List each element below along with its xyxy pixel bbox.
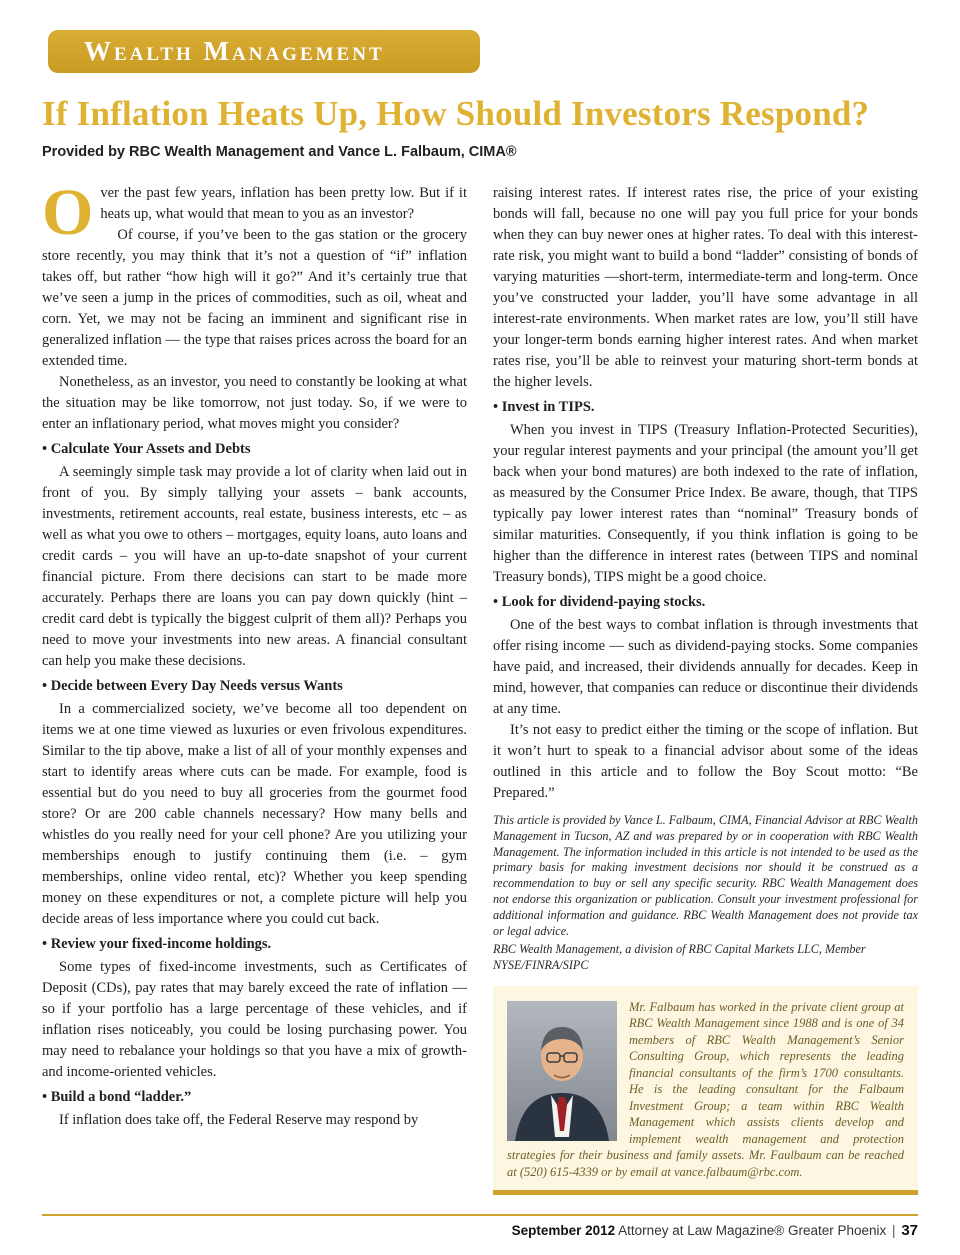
paragraph: If inflation does take off, the Federal Reserve may respond by xyxy=(59,1112,419,1128)
paragraph: A seemingly simple task may provide a lot of clarity when laid out in front of you. By simply tallying your assets – bank accounts, investments, retirement accounts, real estate, business interests, etc – as well as what you owe to others – mortgages, equity loans, auto loans and credit cards – you will have an up-to-date snapshot of your current financial picture. From there decisions can start to be made more accurately. Perhaps there are loans you can pay down quickly (hint – credit card debt is typically the biggest culprit of them all)? Perhaps you need to move your investments into new areas. A financial consultant can help you make these decisions. xyxy=(42,464,467,669)
article-title: If Inflation Heats Up, How Should Investors Respond? xyxy=(42,94,870,133)
paragraph: One of the best ways to combat inflation is through investments that offer rising income — such as dividend-paying stocks. Some companies have paid, and increased, their dividends annually for decades. Keep in mind, however, that companies can reduce or discontinue their dividends at any time. xyxy=(493,617,918,717)
footer-rule xyxy=(42,1214,918,1216)
paragraph: In a commercialized society, we’ve become all too dependent on items we at one time viewed as luxuries or even frivolous expenditures. Similar to the tip above, make a list of all of your monthly expenses and start to identify areas where cuts can be made. For example, food is essential but do you need to buy all groceries from the gourmet food store? Or are 200 cable channels necessary? How many bells and whistles do you really need for your cell phone? Are you utilizing your memberships enough to justify continuing them (i.e. – gym memberships, online video rental, etc)? Whether you keep spending money on these expenditures or not, a complete picture will help you decide areas of less importance where you could cut back. xyxy=(42,701,467,927)
footer-page-number: 37 xyxy=(901,1222,918,1239)
footer-magazine-name: Attorney at Law Magazine® Greater Phoenix xyxy=(618,1223,887,1238)
paragraph: When you invest in TIPS (Treasury Inflation-Protected Securities), your regular interest payments and your principal (the amount you’ll get back when your bond matures) are both indexed to the rate of inflation, as measured by the Consumer Price Index. Be aware, though, that TIPS typically pay lower interest rates than “nominal” Treasury bonds of similar maturities. Consequently, if you think inflation is going to be higher than the difference in interest rates (between TIPS and nominal Treasury bonds), TIPS might be a good choice. xyxy=(493,422,918,585)
author-bio-text: Mr. Falbaum has worked in the private client group at RBC Wealth Management since 1988 and is one of 34 members of RBC Wealth Management’s Senior Consulting Group, which represents the leading financial consultants of the firm’s 1700 consultants. He is the leading consultant for the Falbaum Investment Group; a team within RBC Wealth Management which assists clients develop and implement wealth management and protection strategies for their business and family assets. Mr. Faulbaum can be reached at (520) 615-4339 or by email at vance.falbaum@rbc.com. xyxy=(507,999,904,1179)
drop-cap: O xyxy=(42,176,94,249)
bullet-heading-bond-ladder: • Build a bond “ladder.” xyxy=(42,1089,192,1105)
paragraph: Nonetheless, as an investor, you need to constantly be looking at what the situation may be like tomorrow, not just today. So, if we were to enter an inflationary period, what moves might you consider? xyxy=(42,374,467,432)
article-byline: Provided by RBC Wealth Management and Vance L. Falbaum, CIMA® xyxy=(42,144,517,160)
bullet-heading-dividend-stocks: • Look for dividend-paying stocks. xyxy=(493,594,706,610)
footer xyxy=(42,1222,918,1239)
paragraph: Some types of fixed-income investments, such as Certificates of Deposit (CDs), pay rates that may barely exceed the rate of inflation — so if your portfolio has a large percentage of these vehicles, and if inflation rises noticeably, you could be losing purchasing power. You may need to rebalance your holdings so that you have a mix of growth- and income-oriented vehicles. xyxy=(42,959,467,1080)
disclaimer-text: This article is provided by Vance L. Falbaum, CIMA, Financial Advisor at RBC Wealth Management in Tucson, AZ and was prepared by or in cooperation with RBC Wealth Management. The information included in this article is not intended to be used as the primary basis for making investment decisions nor should it be construed as a recommendation to buy or sell any specific security. RBC Wealth Management does not endorse this organization or publication. Consult your investment professional for additional information and guidance. RBC Wealth Management does not provide tax or legal advice. xyxy=(493,813,918,938)
paragraph-text: ver the past few years, inflation has been pretty low. But if it heats up, what would that mean to you as an investor? xyxy=(100,185,467,222)
paragraph-opening xyxy=(42,176,467,249)
paragraph: raising interest rates. If interest rates rise, the price of your existing bonds will fall, because no one will pay you full price for your bonds when they can buy newer ones at higher rates. To deal with this interest-rate risk, you might want to build a bond “ladder” consisting of bonds of varying maturities —short-term, intermediate-term and long-term. Once you’ve constructed your ladder, you’ll have some advantage in all interest-rate environments. When market rates are low, you’ll still have your longer-term bonds earning higher interest rates. And when market rates rise, you’ll be able to reinvest your maturing short-term bonds at the higher levels. xyxy=(493,185,918,390)
section-badge xyxy=(48,30,480,73)
author-bio-box xyxy=(493,986,918,1196)
right-column xyxy=(493,183,918,1195)
paragraph: Of course, if you’ve been to the gas station or the grocery store recently, you may think that it’s not a question of “if” inflation takes off, but rather “how high will it go?” And it’s certainly true that we’ve seen a jump in the prices of commodities, such as oil, wheat and corn. Yet, we may not be facing an imminent and significant rise in generalized inflation — the type that raises prices across the board for an extended time. xyxy=(42,227,467,369)
bullet-heading-fixed-income: • Review your fixed-income holdings. xyxy=(42,936,272,952)
bullet-heading-assets-debts: • Calculate Your Assets and Debts xyxy=(42,441,251,457)
disclaimer-member-line: RBC Wealth Management, a division of RBC Capital Markets LLC, Member NYSE/FINRA/SIPC xyxy=(493,942,866,973)
bullet-heading-needs-wants: • Decide between Every Day Needs versus Wants xyxy=(42,678,343,694)
footer-issue-date: September 2012 xyxy=(511,1223,616,1238)
footer-separator: | xyxy=(892,1223,896,1238)
paragraph: It’s not easy to predict either the timing or the scope of inflation. But it won’t hurt to speak to a financial advisor about some of the ideas outlined in this article and to follow the Boy Scout motto: “Be Prepared.” xyxy=(493,722,918,801)
bullet-heading-tips: • Invest in TIPS. xyxy=(493,399,595,415)
author-photo xyxy=(507,1001,617,1141)
article-body xyxy=(42,176,918,1195)
left-column xyxy=(42,176,467,1195)
author-photo-illustration xyxy=(507,1001,617,1141)
section-badge-label: Wealth Management xyxy=(84,36,385,66)
